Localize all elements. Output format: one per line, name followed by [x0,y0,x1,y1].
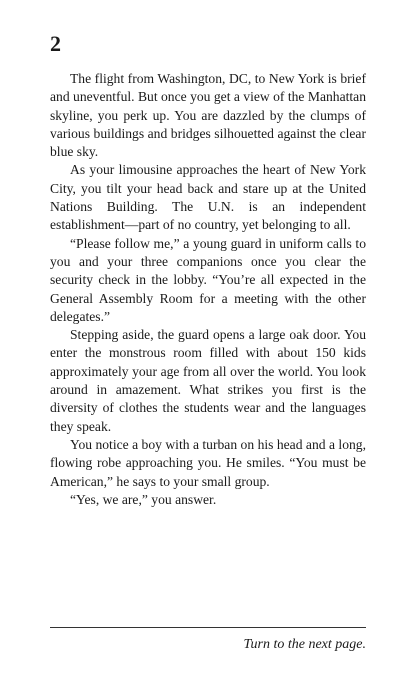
footer-divider [50,627,366,628]
paragraph-5: You notice a boy with a turban on his head and a long, flowing robe approaching you. He smiles. “You must be American,” he says to your small group. [50,436,366,489]
paragraph-3: “Please follow me,” a young guard in uniform calls to you and your three companions once you clear the security check in the lobby. “You’re all expected in the General Assembly Room for a meeting with the other delegates.” [50,235,366,324]
paragraph-1: The flight from Washington, DC, to New York is brief and uneventful. But once you get a view of the Manhattan skyline, you perk up. You are dazzled by the clumps of various buildings and bridges silhouetted against the clear blue sky. [50,71,366,160]
turn-page-instruction: Turn to the next page. [243,637,366,652]
paragraph-6: “Yes, we are,” you answer. [70,491,217,507]
paragraph-2: As your limousine approaches the heart of New York City, you tilt your head back and stare up at the United Nations Building. The U.N. is an independent establishment—part of no country, yet belonging to all. [50,162,366,233]
paragraph-4: Stepping aside, the guard opens a large oak door. You enter the monstrous room filled with about 150 kids approximately your age from all over the world. You look around in amazement. What strikes you first is the diversity of clothes the students wear and the languages they speak. [50,327,366,434]
body-text [50,70,366,509]
page-number: 2 [50,31,61,56]
